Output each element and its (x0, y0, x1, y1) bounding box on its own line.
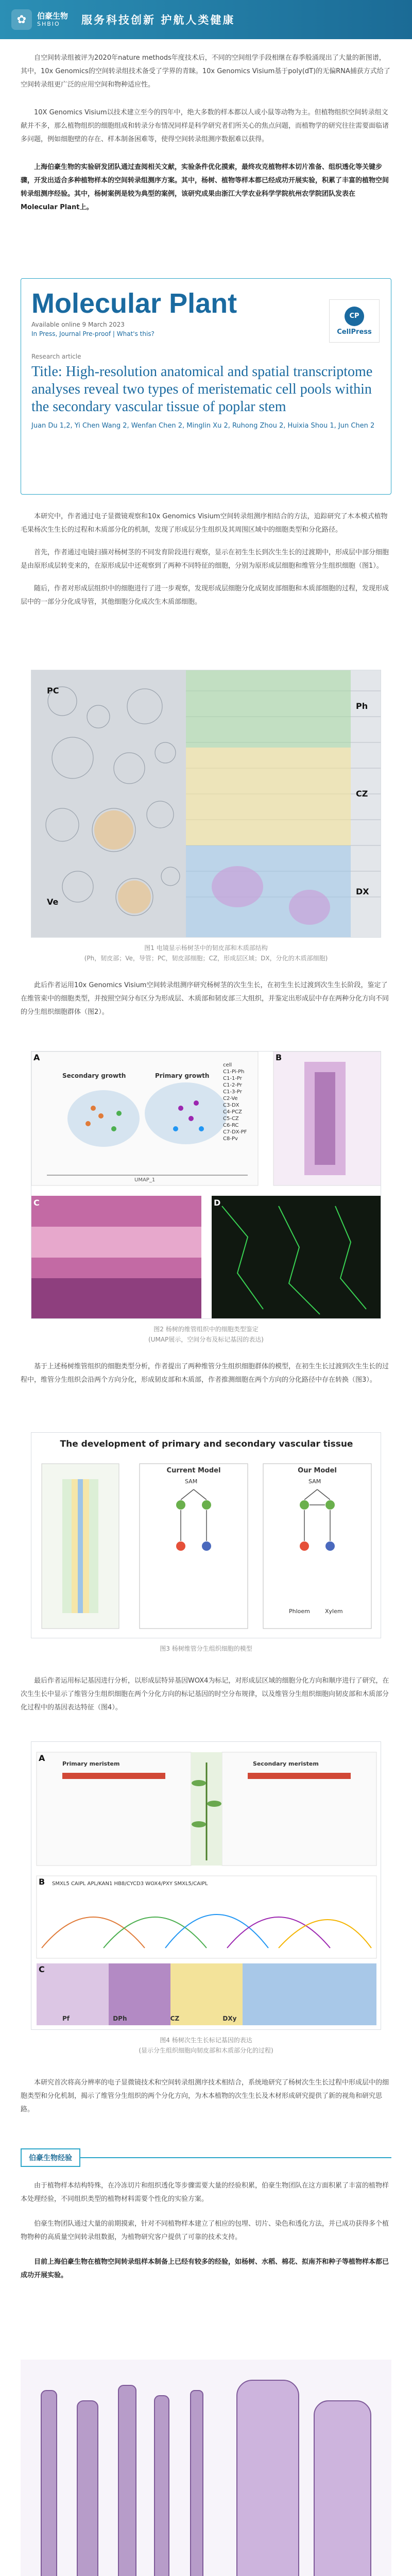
fig4-caption-line-2: (显示分生组织细胞向韧皮部和木质部分化的过程) (139, 2047, 273, 2054)
body3-paragraph-1: 基于上述杨树维管组织的细胞类型分析，作者提出了两种维管分生组织细胞群体的模型，在初生生长过渡到次生生长的过程中，维管分生组织会沿两个方向分化，形成韧皮部和木质部，作者推测细胞在两个方向的分化路径中存在转换（图3）。 (21, 1363, 389, 1384)
fig2-primary-growth: Primary growth (155, 1072, 210, 1079)
section-divider (80, 2157, 391, 2158)
fig2-umap-axis: UMAP_1 (134, 1177, 156, 1183)
fig3-title: The development of primary and secondary vascular tissue (60, 1439, 353, 1449)
legend-item: C4-PCZ (223, 1109, 242, 1115)
slogan: 服务科技创新 护航人类健康 (81, 14, 235, 26)
fig4-genes: SMXL5 CAIPL APL/KAN1 HB8/CYCD3 WOX4/PXY SMXL5/CAIPL (52, 1881, 208, 1887)
legend-item: C6-RC (223, 1123, 239, 1128)
section-heading-bar (21, 2148, 391, 2167)
fig2-panel-b: B (276, 1053, 282, 1062)
figure-4 (31, 1741, 381, 2030)
fig2-panel-c: C (33, 1198, 40, 1208)
fig3-sam-right: SAM (308, 1478, 321, 1485)
body6-paragraph-2: 伯豪生物团队通过大量的前期摸索，针对不同植物样本建立了相应的包埋、切片、染色和透化方法，并已成功获得多个植物物种的高质量空间转录组数据，为植物研究客户提供了可靠的技术支持。 (21, 2220, 389, 2241)
journal-name: Molecular Plant (31, 288, 237, 319)
legend-item: C3-DX (223, 1103, 239, 1108)
fig4-panel-a: A (39, 1753, 45, 1763)
body6-emphasis: 目前上海伯豪生物在植物空间转录组样本制备上已经有较多的经验，如杨树、水稻、棉花、拟南芥和种子等植物样本都已成功开展实验。 (21, 2258, 389, 2279)
figure-1-caption (21, 943, 391, 963)
body2-paragraph-1: 此后作者运用10x Genomics Visium空间转录组测序研究杨树茎的次生生长，在初生生长过渡到次生生长阶段，鉴定了在维管束中的细胞类型，并按照空间分布区分为形成层、木质部和韧皮部三大组织，并鉴定出形成层中存在两种分化方向不同的分生组织细胞群体（图2）。 (21, 981, 389, 1016)
fig4-zone-labels: Pf DPh CZ DXy (62, 2015, 237, 2022)
legend-item: C5-CZ (223, 1116, 239, 1122)
fig3-phloem: Phloem (289, 1608, 310, 1615)
fig2-panel-a: A (33, 1053, 40, 1062)
fig3-caption-line: 图3 杨树维管分生组织细胞的模型 (160, 1645, 252, 1652)
fig1-caption-line-1: 图1 电镜显示杨树茎中的韧皮部和木质部结构 (144, 944, 268, 952)
brand-logo-icon: ✿ (11, 9, 32, 30)
fig4-secondary-meristem: Secondary meristem (253, 1760, 319, 1767)
intro-paragraph-1: 自空间转录组被评为2020年nature methods年度技术后，不同的空间组学手段相继在春季般涌现出了大量的新图谱，其中，10x Genomics的空间转录组技术备受了学界的青睐。10x Genomics Visium基于poly(dT)的无偏RNA捕获方式给了空间转录组更广泛的应用空间和物种适应性。 (21, 54, 390, 89)
fig2-legend-title: cell (223, 1062, 232, 1068)
paper-authors[interactable]: Juan Du 1,2, Yi Chen Wang 2, Wenfan Chen 2, Minglin Xu 2, Ruhong Zhou 2, Huixia Shou 1, Jun Chen 2 (31, 422, 375, 430)
intro-paragraph-3: 上海伯豪生物的实验研发团队通过查阅相关文献，实验条件优化摸索，最终攻克植物样本切片准备、组织透化等关键步骤，开发出适合多种植物样本的空间转录组测序方案。其中，杨树、植物等样本都已经成功开展实验，积累了丰富的植物空间转录组测序经验。其中，杨树案例是较为典型的案例，该研究成果由浙江大学农业科学学院杭州农学院团队发表在Molecular Plant上。 (21, 163, 389, 211)
figure-1-micrograph (31, 670, 381, 938)
legend-item: C1-2-Pr (223, 1082, 242, 1088)
figure-3-diagram (31, 1432, 381, 1638)
figure-2 (31, 1051, 381, 1319)
legend-item: C1-Pi-Ph (223, 1069, 245, 1075)
body1-paragraph-1: 本研究中，作者通过电子显微镜观察和10x Genomics Visium空间转录组测序相结合的方法，追踪研究了木本模式植物 毛果杨次生生长的过程和木质部分化的机制，发现了形成层分生组织及其周围区域中的细胞类型和分化路径。 (21, 513, 388, 534)
header-banner (0, 0, 412, 39)
fig4-caption-line-1: 图4 杨树次生生长标记基因的表达 (160, 2037, 252, 2044)
label-ve: Ve (47, 897, 59, 907)
fig3-sam-left: SAM (185, 1478, 198, 1485)
brand-block (37, 11, 68, 28)
figure-3-caption (21, 1643, 391, 1654)
body-section-1 (0, 510, 412, 609)
body1-paragraph-3: 随后，作者对形成层组织中的细胞进行了进一步观察，发现形成层细胞分化成韧皮部细胞和木质部细胞的过程，发现形成层中的一部分分化成导管，其他细胞分化成次生木质部细胞。 (21, 585, 389, 606)
paper-card (21, 278, 391, 495)
label-pc: PC (47, 686, 59, 696)
intro-paragraph-2: 10X Genomics Visium以技术建立至今的四年中，绝大多数的样本都以人或小鼠等动物为主。但植物组织空间转录组文献并不多，那么植物组织的细胞组成和转录分布情况同样是科学研究者们所关心的焦点问题，而植物学的研究往往需要面临诸多问题，例如细胞壁的存在、样本制备困难等，使得空间转录组测序数据难以获得。 (21, 109, 389, 143)
body6-paragraph-1: 由于植物样本结构特殊，在冷冻切片和组织透化等步骤需要大量的经验积累，伯豪生物团队在这方面积累了丰富的植物样本处理经验，不同组织类型的植物材料需要个性化的实验方案。 (21, 2182, 389, 2203)
figure-2-caption (21, 1324, 391, 1345)
fig4-panel-c: C (39, 1964, 45, 1974)
body1-paragraph-2: 首先，作者通过电镜扫描对杨树茎的不同发育阶段进行观察，显示在初生生长到次生生长的过渡期中，形成层中部分细胞是由原形成层转变来的，在原形成层中还观察到了两种不同特征的细胞，分别为原形成层细胞和维管分生组织细胞（图1）。 (21, 549, 389, 570)
legend-item: C2-Ve (223, 1096, 238, 1101)
legend-item: C8-Pv (223, 1136, 238, 1142)
samples-svg (21, 2360, 391, 2576)
fig2-caption-line-1: 图2 杨树的维管组织中的细胞类型鉴定 (153, 1326, 259, 1333)
fig4-panel-b: B (39, 1877, 45, 1887)
fig3-current-model: Current Model (166, 1467, 221, 1475)
fig1-caption-line-2: (Ph，韧皮部；Ve，导管；PC，韧皮部细胞；CZ，形成层区域；DX，分化的木质部细胞) (84, 955, 328, 962)
legend-item: C1-1-Pr (223, 1076, 242, 1081)
article-type: Research article (31, 353, 81, 360)
body-section-4 (0, 1674, 412, 1715)
label-cz: CZ (356, 789, 368, 799)
fig4-primary-meristem: Primary meristem (62, 1760, 120, 1767)
body5-paragraph-1: 本研究首次将高分辨率的电子显微镜技术和空间转录组测序技术相结合，系统地研究了杨树次生生长过程中形成层中的细胞类型和分化机制，揭示了维管分生组织的两个分化方向，为木本植物的次生生长及木材形成研究提供了新的视角和研究思路。 (21, 2079, 389, 2113)
fig2-legend (223, 1062, 247, 1142)
label-dx: DX (356, 887, 369, 896)
legend-item: C7-DX-PF (223, 1129, 247, 1135)
intro-section (0, 52, 412, 214)
brand-name-cn: 伯豪生物 (37, 11, 68, 21)
legend-item: C1-3-Pr (223, 1089, 242, 1095)
publisher-name: CellPress (337, 328, 372, 336)
figure-5-samples (21, 2360, 391, 2576)
label-ph: Ph (356, 701, 368, 711)
journal-links[interactable]: In Press, Journal Pre-proof | What's this? (31, 330, 154, 337)
fig2-panel-d: D (214, 1198, 221, 1208)
body-section-2 (0, 979, 412, 1019)
figure-4-caption (21, 2035, 391, 2056)
brand-name-en: SHBIO (37, 21, 60, 27)
section-heading: 伯豪生物经验 (21, 2148, 80, 2167)
fig2-caption-line-2: (UMAP展示，空间分布及标记基因的表达) (148, 1336, 264, 1343)
fig2-secondary-growth: Secondary growth (62, 1072, 126, 1079)
body4-paragraph-1: 最后作者运用标记基因进行分析，以形成层特异基因WOX4为标记，对形成层区域的细胞分化方向和顺序进行了研究，在次生生长中显示了维管分生组织细胞在两个分化方向的标记基因的时空分布规律，以及维管分生组织细胞向韧皮部和木质部分化过程中的基因表达特征（图4）。 (21, 1677, 389, 1711)
publisher-logo (329, 299, 380, 343)
body-section-6 (0, 2179, 412, 2282)
micrograph-svg (31, 670, 381, 938)
fig3-our-model: Our Model (298, 1467, 337, 1475)
cellpress-icon: CP (345, 307, 364, 326)
body-section-3 (0, 1360, 412, 1387)
body-section-5 (0, 2076, 412, 2116)
available-date: Available online 9 March 2023 (31, 321, 125, 328)
fig3-xylem: Xylem (325, 1608, 343, 1615)
figure-2-svg (31, 1052, 381, 1319)
paper-title: Title: High-resolution anatomical and spatial transcriptome analyses reveal two types of meristematic cell pools within the secondary vascular tissue of poplar stem (31, 364, 373, 415)
